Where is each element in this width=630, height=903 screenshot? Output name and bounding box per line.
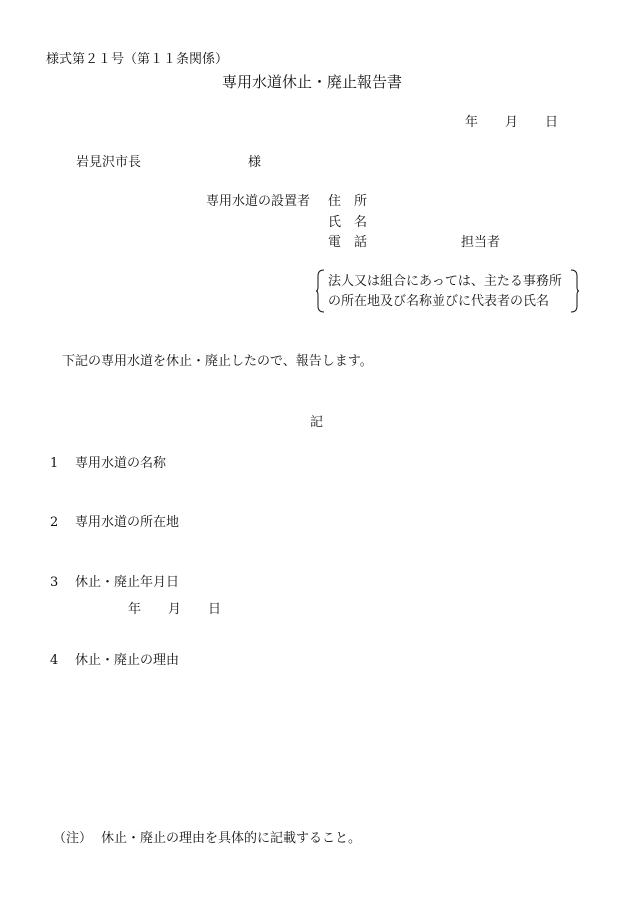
footnote-label: （注） <box>53 831 93 846</box>
item-label: 休止・廃止の理由 <box>75 653 180 668</box>
item3-date-day-label: 日 <box>208 602 222 617</box>
item-number: 1 <box>50 456 59 471</box>
statement-text: 下記の専用水道を休止・廃止したので、報告します。 <box>62 354 373 369</box>
date-month-label: 月 <box>505 115 519 130</box>
addressee-name: 岩見沢市長 <box>76 155 142 170</box>
date-day-label: 日 <box>545 115 559 130</box>
date-year-label: 年 <box>465 115 479 130</box>
footnote-text: 休止・廃止の理由を具体的に記載すること。 <box>101 831 362 846</box>
corporate-note-bracket <box>316 269 579 313</box>
corporate-note-line2: の所在地及び名称並びに代表者の氏名 <box>328 294 550 309</box>
installer-contact-label: 担当者 <box>461 235 501 250</box>
item3-date-month-label: 月 <box>168 602 182 617</box>
form-number: 様式第２１号（第１１条関係） <box>46 52 229 67</box>
installer-label: 専用水道の設置者 <box>206 194 311 209</box>
item3-date-year-label: 年 <box>128 602 142 617</box>
installer-phone-label: 電 話 <box>328 235 368 250</box>
document-title: 専用水道休止・廃止報告書 <box>222 73 403 91</box>
item-number: 4 <box>50 653 59 668</box>
item-number: 3 <box>50 575 59 590</box>
ki-heading: 記 <box>310 415 324 430</box>
installer-name-label: 氏 名 <box>328 215 368 230</box>
installer-address-label: 住 所 <box>328 194 368 209</box>
item-label: 休止・廃止年月日 <box>75 575 180 590</box>
item-label: 専用水道の名称 <box>75 456 167 471</box>
item-label: 専用水道の所在地 <box>75 515 180 530</box>
addressee-honorific: 様 <box>248 155 262 170</box>
item-number: 2 <box>50 515 59 530</box>
corporate-note-line1: 法人又は組合にあっては、主たる事務所 <box>328 274 562 289</box>
